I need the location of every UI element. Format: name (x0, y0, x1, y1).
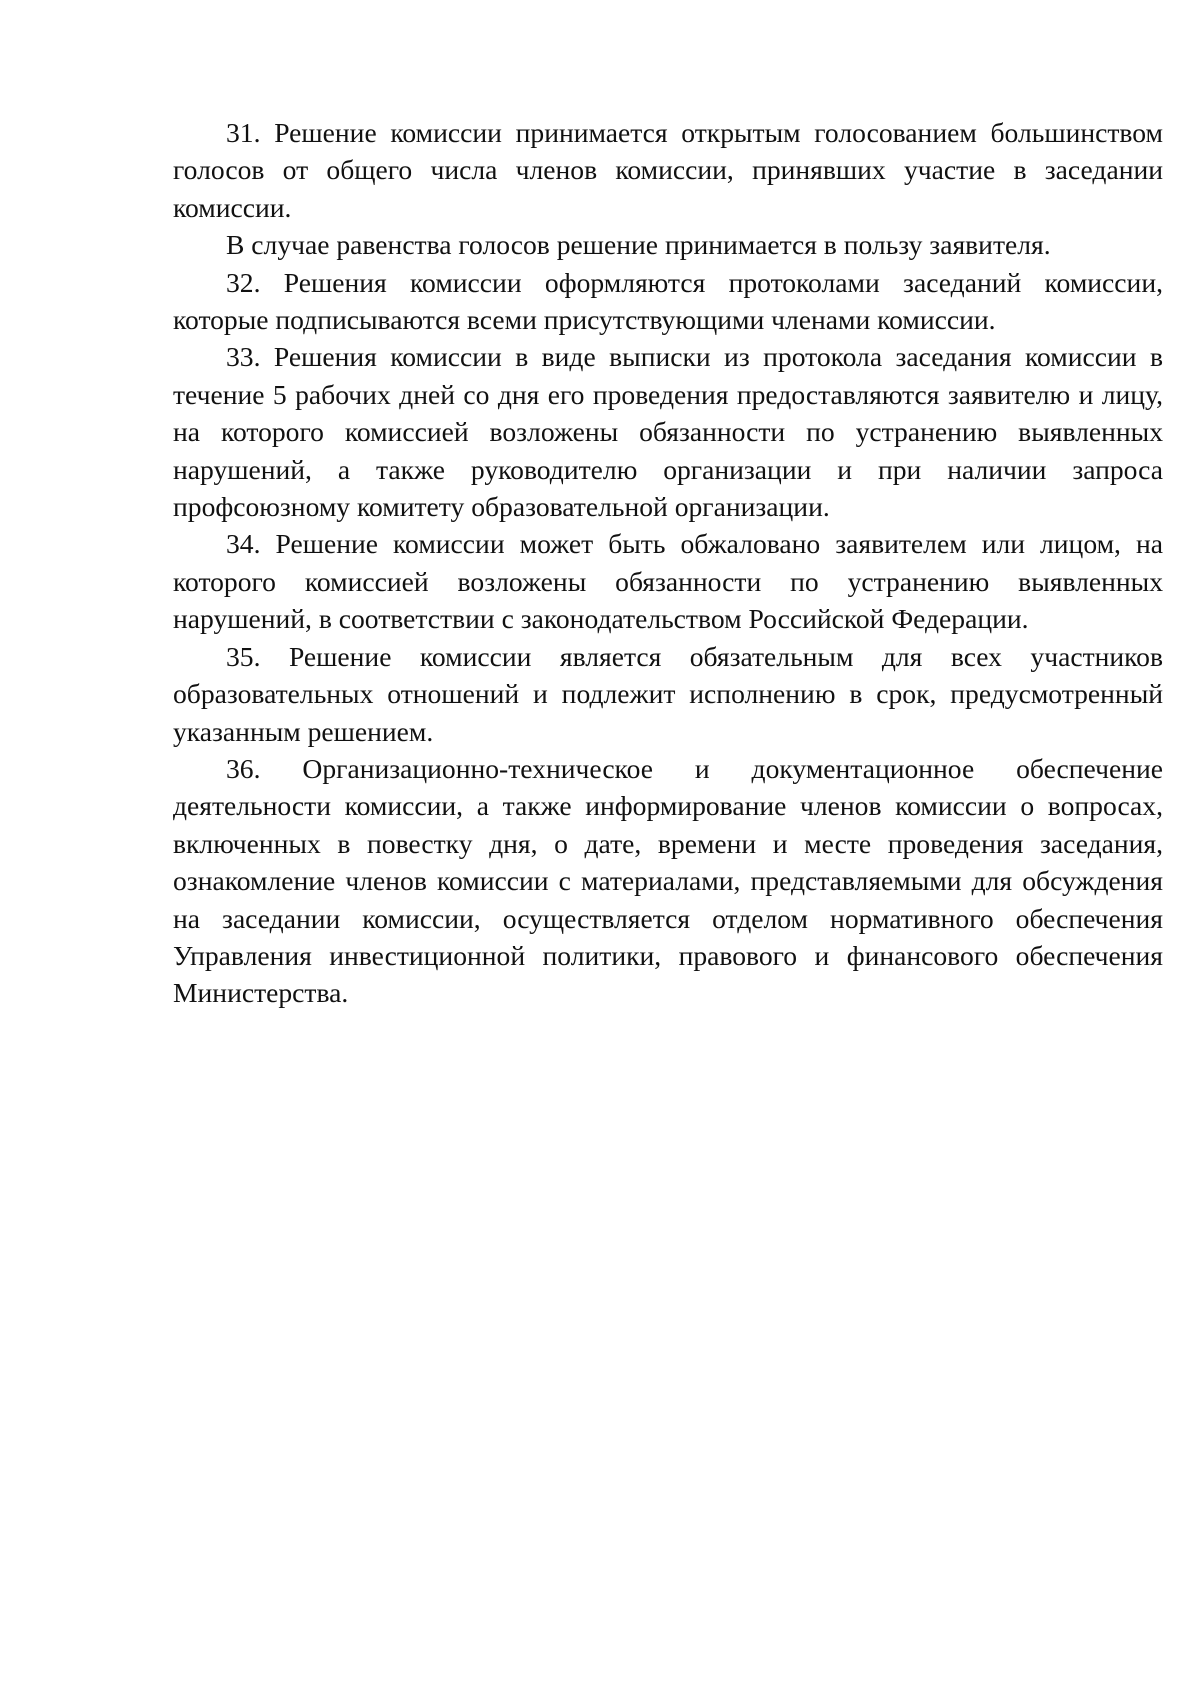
document-body (173, 114, 1163, 1012)
paragraph-31: 31. Решение комиссии принимается открытым голосованием большинством голосов от общего числа членов комиссии, принявших участие в заседании комиссии. (173, 117, 1163, 223)
paragraph-32: 32. Решения комиссии оформляются протоколами заседаний комиссии, которые подписываются всеми присутствующими членами комиссии. (173, 266, 1163, 336)
paragraph-35: 35. Решение комиссии является обязательным для всех участников образовательных отношений и подлежит исполнению в срок, предусмотренный указанным решением. (173, 640, 1163, 747)
paragraph-36: 36. Организационно-техническое и документационное обеспечение деятельности комиссии, а также информирование членов комиссии о вопросах, включенных в повестку дня, о дате, времени и месте проведения заседания, ознакомление членов комиссии с материалами, представляемыми для обсуждения на заседании комиссии, осуществляется отделом нормативного обеспечения Управления инвестиционной политики, правового и финансового обеспечения Министерства. (173, 752, 1163, 1009)
paragraph-34: 34. Решение комиссии может быть обжаловано заявителем или лицом, на которого комиссией возложены обязанности по устранению выявленных нарушений, в соответствии с законодательством Российской Федерации. (173, 528, 1163, 635)
paragraph-31-tie-vote: В случае равенства голосов решение принимается в пользу заявителя. (226, 229, 1051, 261)
paragraph-33: 33. Решения комиссии в виде выписки из протокола заседания комиссии в течение 5 рабочих дней со дня его проведения предоставляются заявителю и лицу, на которого комиссией возложены обязанности по устранению выявленных нарушений, а также руководителю организации и при наличии запроса профсоюзному комитету образовательной организации. (173, 341, 1163, 523)
